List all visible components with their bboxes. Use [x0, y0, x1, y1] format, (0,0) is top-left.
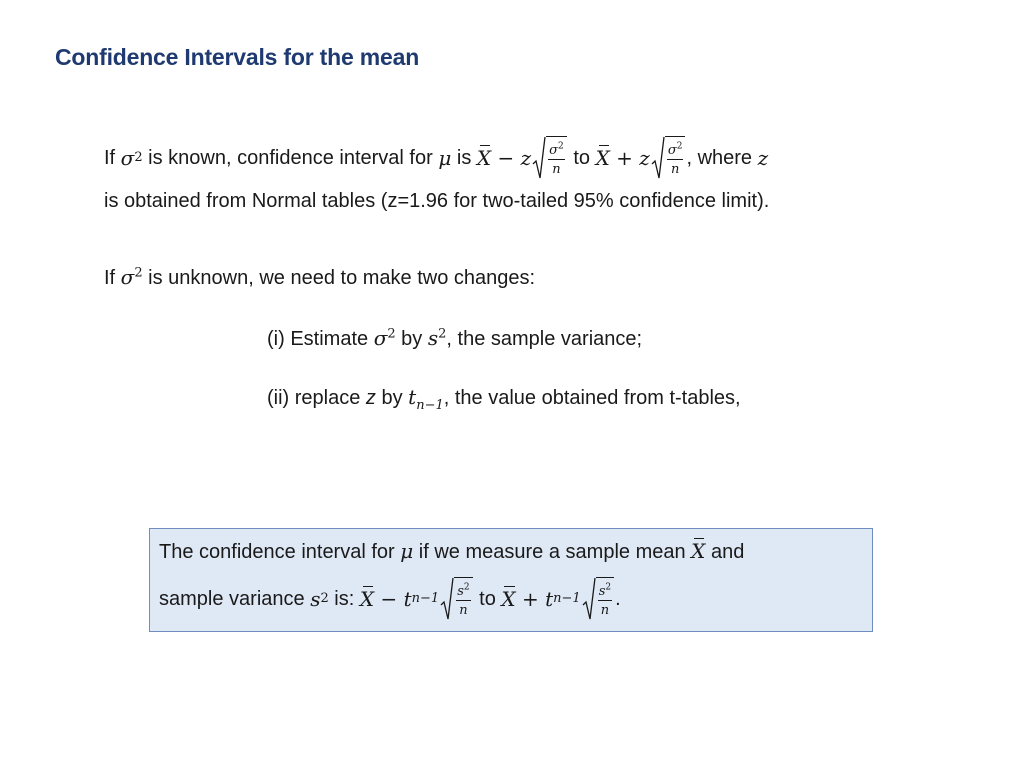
text: is unknown, we need to make two changes:: [142, 267, 536, 289]
sample-mean-symbol: X: [691, 539, 706, 563]
s-symbol: s: [427, 326, 439, 350]
sample-mean-symbol: X: [595, 146, 610, 170]
mu-symbol: μ: [438, 146, 452, 170]
text: is known, confidence interval for: [142, 147, 439, 169]
unknown-variance-intro: [104, 263, 535, 292]
mu-symbol: μ: [400, 539, 414, 563]
text: and: [705, 541, 745, 563]
t-symbol: t: [545, 587, 554, 611]
minus-sign: −: [374, 587, 404, 611]
period: .: [615, 588, 621, 610]
sample-mean-symbol: X: [359, 587, 375, 611]
z-symbol: z: [639, 146, 650, 170]
sample-mean-symbol: X: [501, 587, 516, 611]
exponent: 2: [438, 326, 447, 342]
z-symbol: z: [757, 146, 769, 170]
exponent: 2: [134, 265, 143, 281]
sigma-symbol: σ: [667, 143, 677, 158]
n-symbol: n: [670, 162, 680, 177]
text: if we measure a sample mean: [413, 541, 692, 563]
change-item-1: [267, 324, 642, 353]
n-symbol: n: [459, 603, 468, 618]
text: If: [104, 267, 121, 289]
text: , where: [686, 147, 758, 169]
t-symbol: t: [408, 385, 417, 409]
radical-icon: [532, 136, 546, 180]
n-symbol: n: [552, 162, 561, 177]
sqrt-sigma2-over-n: [651, 136, 686, 180]
t-symbol: t: [403, 587, 412, 611]
sigma-symbol: σ: [120, 265, 135, 289]
sigma-symbol: σ: [549, 143, 559, 158]
minus-sign: −: [491, 146, 521, 170]
sigma-symbol: σ: [120, 146, 135, 170]
known-variance-line-2: is obtained from Normal tables (z=1.96 for two-tailed 95% confidence limit).: [104, 190, 770, 212]
summary-line-2: sample variance s 2 is: X − t n−1 $\frac{s^2}{n}$ to X + t n−1 $\frac{s^2}{n}$ .: [159, 577, 621, 621]
s-symbol: s: [457, 584, 464, 599]
sample-mean-symbol: X: [476, 146, 492, 170]
sqrt-s2-over-n: [582, 577, 614, 621]
text: (ii) replace: [267, 387, 366, 409]
text: to: [567, 147, 596, 169]
text: to: [473, 588, 502, 610]
text: sample variance: [159, 588, 311, 610]
sqrt-s2-over-n: [440, 577, 472, 621]
known-variance-line-1: If σ 2 is known, confidence interval for μ is X − z $\frac{\sigma^2}{n}$ to X + z $\frac{\sigma^2}{n}$ , where z: [104, 136, 768, 180]
sqrt-sigma2-over-n: [532, 136, 567, 180]
s-symbol: s: [310, 587, 321, 611]
text: by: [395, 328, 428, 350]
radical-icon: [651, 136, 665, 180]
text: The confidence interval for: [159, 541, 401, 563]
z-symbol: z: [520, 146, 532, 170]
exponent: 2: [463, 582, 470, 593]
n-symbol: n: [600, 603, 610, 618]
slide-title: Confidence Intervals for the mean: [55, 44, 420, 70]
text: is: [451, 147, 477, 169]
radical-icon: [582, 577, 596, 621]
subscript: n−1: [416, 398, 444, 413]
plus-sign: +: [609, 146, 640, 170]
change-item-2: [267, 383, 741, 412]
sigma-symbol: σ: [373, 326, 388, 350]
exponent: 2: [387, 326, 396, 342]
exponent: 2: [558, 141, 564, 152]
summary-line-1: [159, 537, 744, 566]
text: If: [104, 147, 121, 169]
exponent: 2: [676, 141, 683, 152]
summary-box: [149, 528, 873, 632]
plus-sign: +: [515, 587, 546, 611]
s-symbol: s: [598, 584, 606, 599]
radical-icon: [440, 577, 454, 621]
exponent: 2: [605, 582, 612, 593]
z-letter: z: [365, 387, 376, 409]
text: is:: [328, 588, 360, 610]
text: , the value obtained from t-tables,: [443, 387, 741, 409]
text: by: [375, 387, 409, 409]
text: (i) Estimate: [267, 328, 374, 350]
text: , the sample variance;: [446, 328, 643, 350]
